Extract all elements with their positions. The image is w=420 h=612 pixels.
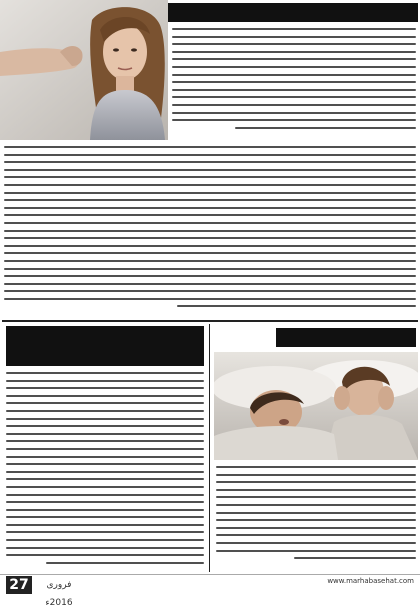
top-article-text-full xyxy=(4,146,416,316)
text-line xyxy=(4,275,416,277)
top-article-headline xyxy=(168,3,418,22)
girl-photo xyxy=(0,0,168,140)
top-article-text-right xyxy=(172,28,416,140)
text-line xyxy=(216,550,416,552)
page-number: 27 xyxy=(6,576,32,594)
text-line xyxy=(172,66,416,68)
text-line xyxy=(6,380,204,382)
text-line xyxy=(172,28,416,30)
text-line xyxy=(46,562,204,564)
text-line xyxy=(172,51,416,53)
text-line xyxy=(6,501,204,503)
text-line xyxy=(6,478,204,480)
text-line xyxy=(4,184,416,186)
column-divider xyxy=(209,324,210,572)
text-line xyxy=(216,504,416,506)
text-line xyxy=(6,440,204,442)
text-line xyxy=(216,512,416,514)
text-line xyxy=(4,214,416,216)
text-line xyxy=(172,104,416,106)
text-line xyxy=(4,154,416,156)
text-line xyxy=(6,456,204,458)
text-line xyxy=(4,298,416,300)
text-line xyxy=(6,418,204,420)
left-article-headline-line2 xyxy=(6,345,204,364)
text-line xyxy=(4,222,416,224)
text-line xyxy=(216,534,416,536)
text-line xyxy=(4,245,416,247)
text-line xyxy=(216,496,416,498)
text-line xyxy=(216,466,416,468)
text-line xyxy=(4,192,416,194)
text-line xyxy=(4,290,416,292)
text-line xyxy=(4,283,416,285)
text-line xyxy=(6,463,204,465)
text-line xyxy=(4,237,416,239)
couple-photo-illustration xyxy=(214,352,418,460)
text-line xyxy=(6,402,204,404)
issue-date: فروری 2016ء xyxy=(45,580,73,608)
right-article-headline-bar xyxy=(276,328,416,347)
text-line xyxy=(172,89,416,91)
text-line xyxy=(4,230,416,232)
text-line xyxy=(216,474,416,476)
magazine-name xyxy=(84,576,174,594)
text-line xyxy=(4,199,416,201)
text-line xyxy=(216,527,416,529)
text-line xyxy=(172,74,416,76)
text-line xyxy=(6,433,204,435)
text-line xyxy=(4,252,416,254)
left-article-headline-line1 xyxy=(6,326,204,345)
text-line xyxy=(6,494,204,496)
text-line xyxy=(6,554,204,556)
top-article-headline-bar xyxy=(168,3,418,22)
text-line xyxy=(4,169,416,171)
text-line xyxy=(177,305,416,307)
left-article-headline-bar xyxy=(6,326,204,366)
text-line xyxy=(172,119,416,121)
text-line xyxy=(6,372,204,374)
text-line xyxy=(172,36,416,38)
text-line xyxy=(6,471,204,473)
text-line xyxy=(235,127,416,129)
text-line xyxy=(6,547,204,549)
text-line xyxy=(6,531,204,533)
text-line xyxy=(172,96,416,98)
text-line xyxy=(6,524,204,526)
text-line xyxy=(6,509,204,511)
text-line xyxy=(4,146,416,148)
website-url[interactable]: www.marhabasehat.com xyxy=(327,577,414,585)
horizontal-divider xyxy=(2,320,418,322)
text-line xyxy=(6,486,204,488)
text-line xyxy=(4,260,416,262)
text-line xyxy=(6,448,204,450)
text-line xyxy=(6,395,204,397)
text-line xyxy=(6,410,204,412)
text-line xyxy=(172,58,416,60)
left-article-text xyxy=(6,372,204,570)
text-line xyxy=(172,81,416,83)
text-line xyxy=(216,489,416,491)
text-line xyxy=(4,207,416,209)
text-line xyxy=(4,161,416,163)
right-article-text xyxy=(216,466,416,570)
text-line xyxy=(4,268,416,270)
text-line xyxy=(216,481,416,483)
text-line xyxy=(6,425,204,427)
text-line xyxy=(294,557,416,559)
text-line xyxy=(216,519,416,521)
text-line xyxy=(4,176,416,178)
text-line xyxy=(6,387,204,389)
girl-photo-illustration xyxy=(0,0,168,140)
right-article-headline xyxy=(276,328,416,347)
text-line xyxy=(6,539,204,541)
couple-sleeping-photo xyxy=(214,352,418,460)
text-line xyxy=(172,43,416,45)
page-footer xyxy=(0,574,420,608)
text-line xyxy=(216,542,416,544)
text-line xyxy=(6,516,204,518)
text-line xyxy=(172,112,416,114)
